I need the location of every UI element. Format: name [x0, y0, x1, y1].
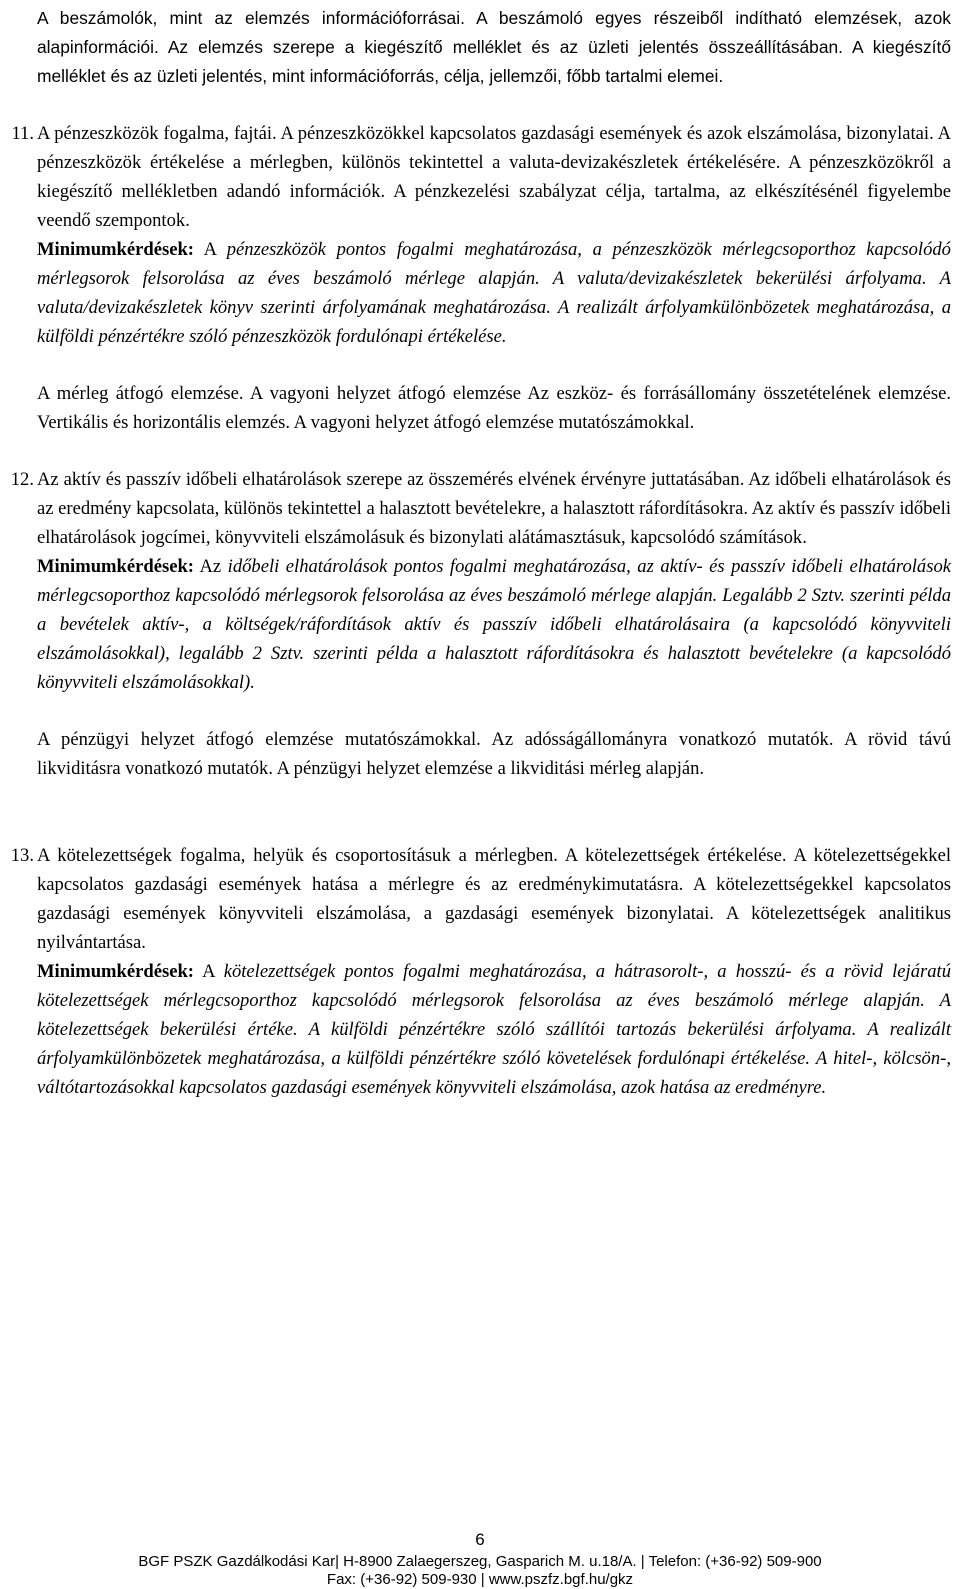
- section-11-minimum-questions: [37, 235, 951, 351]
- page-number: 6: [475, 1530, 485, 1549]
- footer-contact-line: Fax: (+36-92) 509-930 | www.pszfz.bgf.hu/gkz: [326, 1571, 634, 1588]
- section-12-analysis: A pénzügyi helyzet átfogó elemzése mutatószámokkal. Az adósságállományra vonatkozó mutatók. A rövid távú likviditásra vonatkozó mutatók. A pénzügyi helyzet elemzése a likviditási mérleg alapján.: [37, 729, 951, 779]
- section-13-minimum-questions: [37, 957, 951, 1102]
- minimum-questions-text: pénzeszközök pontos fogalmi meghatározása, a pénzeszközök mérlegcsoporthoz kapcsolódó mérlegsorok felsorolása az éves beszámoló mérlege alapján. A valuta/devizakészletek bekerülési árfolyama. A valuta/devizakészletek könyv szerinti árfolyamának meghatározása. A realizált árfolyamkülönbözetek meghatározása, a külföldi pénzértékre szóló pénzeszközök fordulónapi értékelése.: [37, 239, 951, 347]
- section-11-analysis: A mérleg átfogó elemzése. A vagyoni helyzet átfogó elemzése Az eszköz- és forrásállomány összetételének elemzése. Vertikális és horizontális elemzés. A vagyoni helyzet átfogó elemzése mutatószámokkal.: [37, 383, 951, 433]
- section-12: [10, 465, 951, 552]
- minimum-questions-text: kötelezettségek pontos fogalmi meghatározása, a hátrasorolt-, a hosszú- és a rövid lejáratú kötelezettségek mérlegcsoporthoz kapcsolódó mérlegsorok felsorolása az éves beszámoló mérlege alapján. A kötelezettségek bekerülési értéke. A külföldi pénzértékre szóló szállítói tartozás bekerülési árfolyama. A realizált árfolyamkülönbözetek meghatározása, a külföldi pénzértékre szóló követelések fordulónapi értékelése. A hitel-, kölcsön-, váltótartozásokkal kapcsolatos gazdasági események könyvviteli elszámolása, azok hatása az eredményre.: [37, 961, 951, 1098]
- footer-address-line: BGF PSZK Gazdálkodási Kar| H-8900 Zalaegerszeg, Gasparich M. u.18/A. | Telefon: (+36-92) 509-900: [138, 1553, 822, 1570]
- section-13-body: A kötelezettségek fogalma, helyük és csoportosításuk a mérlegben. A kötelezettségek értékelése. A kötelezettségekkel kapcsolatos gazdasági események hatása a mérlegre és az eredménykimutatásra. A kötelezettségekkel kapcsolatos gazdasági események könyvviteli elszámolása, a gazdasági események bizonylatai. A kötelezettségek analitikus nyilvántartása.: [37, 845, 951, 953]
- minimum-questions-lead: Az: [194, 556, 228, 577]
- section-11-body: A pénzeszközök fogalma, fajtái. A pénzeszközökkel kapcsolatos gazdasági események és azok elszámolása, bizonylatai. A pénzeszközök értékelése a mérlegben, különös tekintettel a valuta-devizakészletek értékelésére. A pénzeszközökről a kiegészítő mellékletben adandó információk. A pénzkezelési szabályzat célja, tartalma, az elkészítésénél figyelembe veendő szempontok.: [37, 123, 951, 231]
- section-13: [10, 841, 951, 957]
- section-13-number: 13.: [10, 845, 34, 866]
- minimum-questions-lead: A: [194, 239, 227, 260]
- section-12-body: Az aktív és passzív időbeli elhatárolások szerepe az összemérés elvének érvényre juttatásában. Az időbeli elhatárolások és az eredmény kapcsolata, különös tekintettel a halasztott bevételekre, a halasztott ráfordításokra. Az aktív és passzív időbeli elhatárolások jogcímei, könyvviteli elszámolásuk és bizonylati alátámasztásuk, kapcsolódó számítások.: [37, 469, 951, 548]
- minimum-questions-label: Minimumkérdések:: [37, 961, 195, 982]
- intro-paragraph: A beszámolók, mint az elemzés információforrásai. A beszámoló egyes részeiből indítható elemzések, azok alapinformációi. Az elemzés szerepe a kiegészítő melléklet és az üzleti jelentés összeállításában. A kiegészítő melléklet és az üzleti jelentés, mint információforrás, célja, jellemzői, főbb tartalmi elemei.: [37, 8, 951, 86]
- page-footer: [0, 1553, 960, 1589]
- section-11: [11, 119, 951, 235]
- minimum-questions-label: Minimumkérdések:: [37, 239, 195, 260]
- minimum-questions-lead: A: [194, 961, 224, 982]
- minimum-questions-label: Minimumkérdések:: [37, 556, 195, 577]
- section-11-number: 11.: [11, 123, 34, 144]
- minimum-questions-text: időbeli elhatárolások pontos fogalmi meghatározása, az aktív- és passzív időbeli elhatárolások mérlegcsoporthoz kapcsolódó mérlegsorok felsorolása az éves beszámoló mérlege alapján. Legalább 2 Sztv. szerinti példa a bevételek aktív-, a költségek/ráfordítások aktív és passzív időbeli elhatárolásaira (a kapcsolódó könyvviteli elszámolásokkal), legalább 2 Sztv. szerinti példa a halasztott ráfordításokra és halasztott bevételekre (a kapcsolódó könyvviteli elszámolásokkal).: [37, 556, 952, 693]
- document-page: [10, 4, 952, 1102]
- section-12-number: 12.: [10, 469, 34, 490]
- section-12-minimum-questions: [37, 552, 951, 697]
